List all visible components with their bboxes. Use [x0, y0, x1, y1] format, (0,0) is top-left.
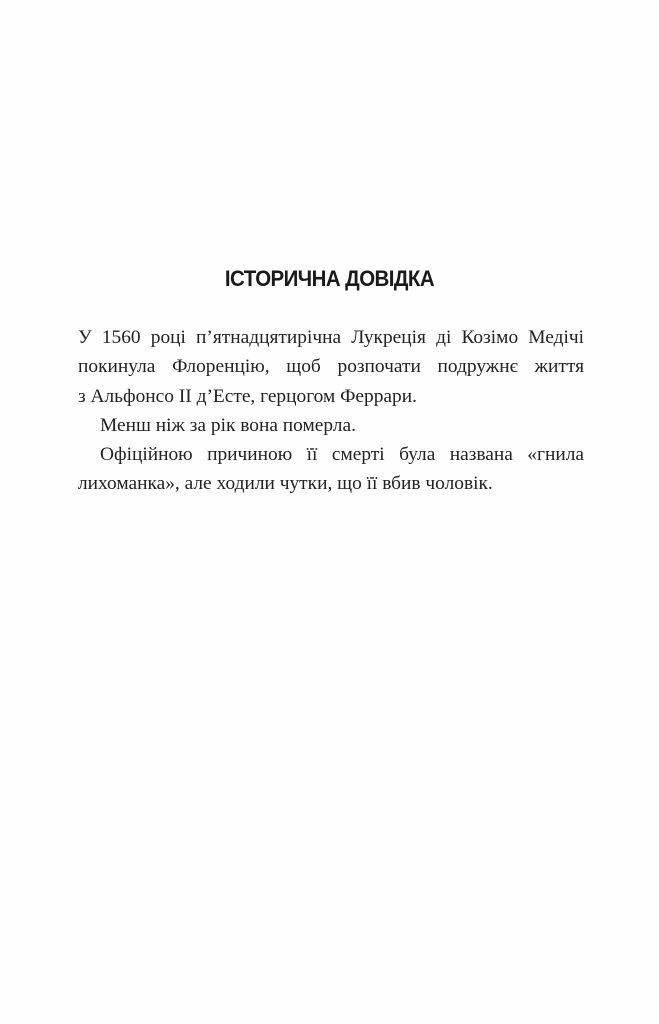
text-line: Менш ніж за рік вона померла.	[100, 414, 356, 436]
text-line: з Альфонсо II д’Есте, герцогом Феррари.	[78, 385, 417, 407]
text-line: У 1560 році п’ятнадцятирічна Лукреція ді Козімо Медічі	[78, 327, 584, 348]
text-line: лихоманка», але ходили чутки, що її вбив чоловік.	[78, 473, 493, 495]
text-line: Офіційною причиною її смерті була названа «гнила	[100, 444, 584, 466]
historical-note-text	[78, 323, 584, 499]
text-line: покинула Флоренцію, щоб розпочати подружнє життя	[78, 356, 584, 378]
page-heading: ІСТОРИЧНА ДОВІДКА	[224, 266, 435, 291]
